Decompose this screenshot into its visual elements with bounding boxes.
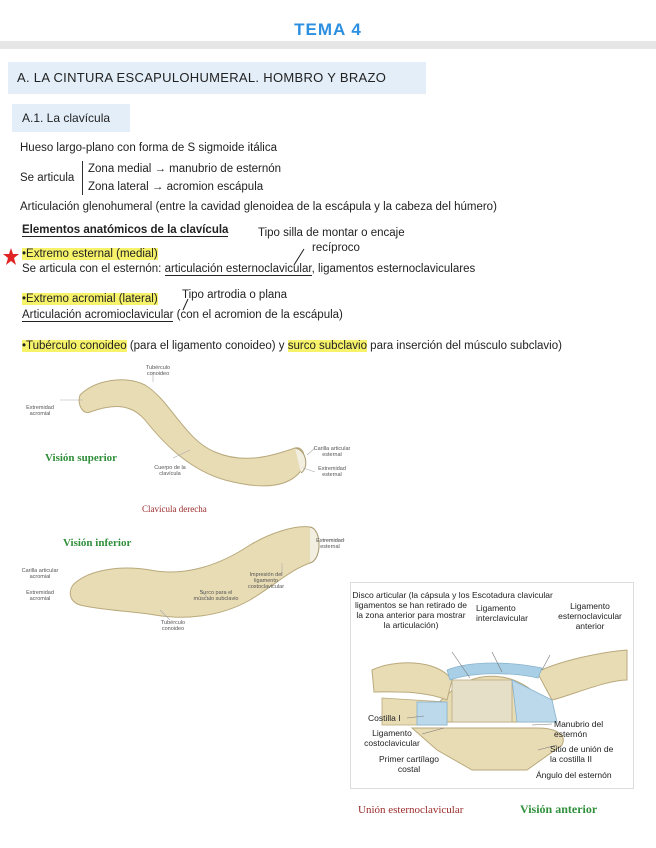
star-icon [3, 248, 19, 266]
acromial-suffix: (con el acromion de la escápula) [173, 309, 343, 321]
label-carilla-esternal: Carilla articular esternal [313, 446, 351, 458]
note-reciproco: recíproco [312, 242, 360, 254]
caption-vision-anterior: Visión anterior [520, 802, 598, 816]
esternal-suffix: , ligamentos esternoclaviculares [311, 263, 476, 275]
note-silla: Tipo silla de montar o encaje [258, 227, 405, 239]
caption-union-esternoclavicular: Unión esternoclavicular [358, 804, 464, 816]
tuberculo-mid: (para el ligamento conoideo) y [126, 340, 288, 352]
se-articula-label: Se articula [20, 172, 75, 184]
label-costilla: Costilla I [368, 713, 401, 723]
connector-line [290, 247, 306, 267]
label-lig-costoclavicular: Ligamento costoclavicular [364, 728, 420, 748]
label-tuberculo-superior: Tubérculo conoideo [145, 365, 171, 377]
clavicle-inferior-illustration [60, 515, 360, 635]
label-lig-anterior: Ligamento esternoclavicular anterior [558, 601, 622, 631]
title-divider [0, 41, 656, 49]
acromial-detail [22, 309, 343, 321]
label-ext-esternal-superior: Extremidad esternal [318, 466, 346, 478]
label-angulo: Ángulo del esternón [536, 770, 612, 780]
esternal-prefix: Se articula con el esternón: [22, 263, 165, 275]
label-lig-interclavicular: Ligamento interclavicular [476, 603, 528, 623]
caption-clavicula-derecha: Clavícula derecha [142, 504, 207, 514]
label-cuerpo: Cuerpo de la clavícula [154, 465, 186, 477]
clavicle-superior-illustration [15, 360, 360, 520]
acromial-joint: Articulación acromioclavicular [22, 309, 174, 321]
surco-label: surco subclavio [287, 340, 367, 352]
brace-line [82, 161, 85, 195]
glenohumeral-text: Articulación glenohumeral (entre la cavidad glenoidea de la escápula y la cabeza del húmero) [20, 201, 497, 213]
label-disco: Disco articular (la cápsula y los ligamentos se han retirado de la zona anterior para mostrar la articulación) [352, 590, 470, 630]
label-ext-esternal-inferior: Extremidad esternal [316, 538, 344, 550]
label-impresion: Impresión del ligamento costoclavicular [247, 572, 285, 590]
label-escotadura: Escotadura clavicular [472, 590, 553, 600]
elementos-heading: Elementos anatómicos de la clavícula [22, 224, 229, 236]
note-artrodia: Tipo artrodia o plana [182, 289, 288, 301]
label-ext-acromial-inferior: Extremidad acromial [26, 590, 54, 602]
label-surco: Surco para el músculo subclavio [193, 590, 239, 602]
intro-line: Hueso largo-plano con forma de S sigmoide itálica [20, 142, 277, 154]
caption-vision-inferior: Visión inferior [63, 537, 132, 549]
label-sitio: Sitio de unión de la costilla II [550, 744, 614, 764]
esternal-detail [22, 263, 475, 275]
label-ext-acromial-superior: Extremidad acromial [26, 405, 54, 417]
extremo-acromial: •Extremo acromial (lateral) [22, 293, 158, 305]
esternal-joint: articulación esternoclavicular [164, 263, 312, 275]
page-title: TEMA 4 [294, 20, 362, 39]
tuberculo-label: •Tubérculo conoideo [22, 340, 127, 352]
tuberculo-line [22, 340, 562, 352]
label-manubrio: Manubrio del esternón [554, 719, 604, 739]
section-heading: A. LA CINTURA ESCAPULOHUMERAL. HOMBRO Y BRAZO [8, 62, 426, 94]
extremo-esternal: •Extremo esternal (medial) [22, 248, 158, 260]
tuberculo-end: para inserción del músculo subclavio) [366, 340, 562, 352]
zone-lateral: Zona lateral → acromion escápula [88, 181, 264, 193]
label-tuberculo-inferior: Tubérculo conoideo [160, 620, 186, 632]
label-carilla-acromial: Carilla articular acromial [21, 568, 59, 580]
subsection-heading: A.1. La clavícula [12, 104, 130, 132]
caption-vision-superior: Visión superior [45, 452, 118, 464]
label-primer-cartilago: Primer cartílago costal [379, 754, 439, 774]
zone-medial: Zona medial → manubrio de esternón [88, 163, 282, 175]
